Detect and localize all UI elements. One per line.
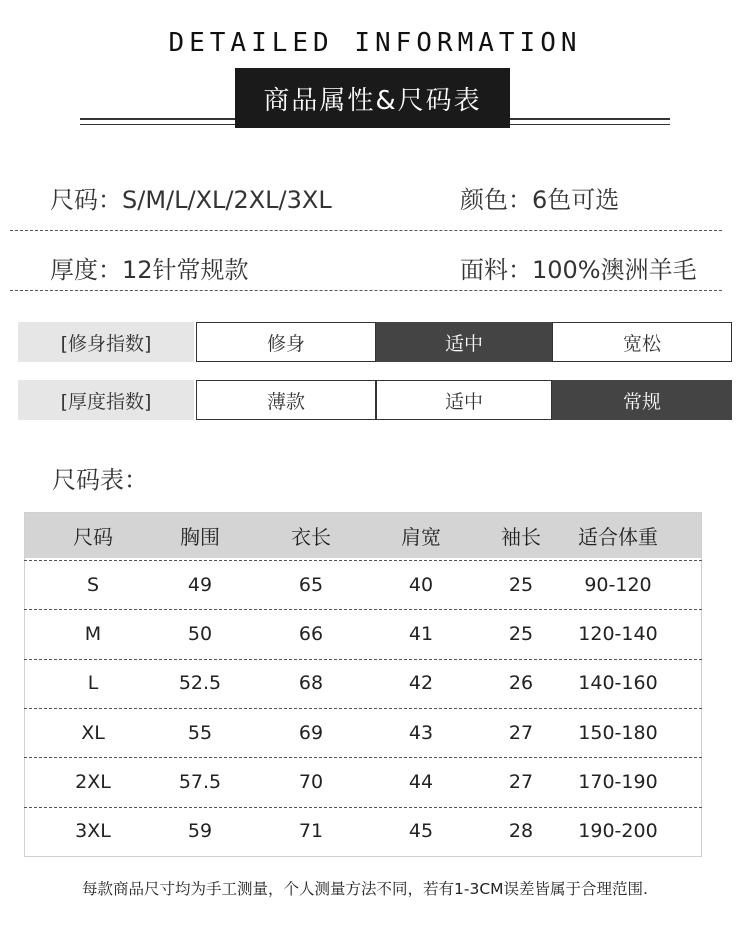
table-cell: S: [86, 573, 100, 596]
table-cell: 50: [187, 622, 213, 645]
size-table-title: 尺码表：: [52, 466, 148, 494]
table-cell: 120-140: [578, 622, 658, 645]
attr-fabric: 面料：100%澳洲羊毛: [460, 256, 697, 284]
table-cell: 65: [298, 573, 324, 596]
divider: [10, 230, 722, 231]
table-cell: 45: [408, 820, 434, 843]
size-table-header-weight: 适合体重: [578, 524, 658, 549]
table-cell: 90-120: [584, 573, 652, 596]
table-cell: 42: [408, 672, 434, 695]
table-cell: 26: [508, 672, 534, 695]
section-banner: 商品属性&尺码表: [235, 68, 510, 128]
table-cell: 190-200: [578, 820, 658, 843]
table-cell: 49: [187, 573, 213, 596]
size-table-header-size: 尺码: [73, 524, 113, 549]
fit-option-slim: 修身: [196, 322, 376, 362]
table-cell: 59: [187, 820, 213, 843]
page-title: DETAILED INFORMATION: [168, 28, 582, 58]
table-cell: 28: [508, 820, 534, 843]
table-cell: 27: [508, 721, 534, 744]
table-cell: 3XL: [75, 820, 111, 843]
attr-size: 尺码：S/M/L/XL/2XL/3XL: [50, 186, 332, 214]
header-divider: [24, 560, 702, 561]
table-cell: 70: [298, 770, 324, 793]
thickness-option-thin: 薄款: [196, 380, 376, 420]
attr-color: 颜色：6色可选: [460, 186, 620, 214]
size-table-header-length: 衣长: [291, 524, 331, 549]
table-cell: 68: [298, 672, 324, 695]
table-cell: 55: [187, 721, 213, 744]
table-cell: 40: [408, 573, 434, 596]
table-cell: 150-180: [578, 721, 658, 744]
table-cell: 52.5: [178, 672, 222, 695]
size-table-header-shoulder: 肩宽: [401, 524, 441, 549]
table-cell: 71: [298, 820, 324, 843]
fit-option-loose: 宽松: [552, 322, 732, 362]
size-table-header-sleeve: 袖长: [501, 524, 541, 549]
thickness-option-medium: 适中: [376, 380, 552, 420]
thickness-index-label: [厚度指数]: [18, 380, 194, 420]
table-cell: 170-190: [578, 770, 658, 793]
table-cell: 69: [298, 721, 324, 744]
fit-index-label: [修身指数]: [18, 322, 194, 362]
table-cell: 27: [508, 770, 534, 793]
table-cell: 66: [298, 622, 324, 645]
fit-option-regular: 适中: [376, 322, 552, 362]
measurement-note: 每款商品尺寸均为手工测量，个人测量方法不同，若有1-3CM误差皆属于合理范围.: [82, 880, 648, 898]
table-cell: 43: [408, 721, 434, 744]
size-table-header-chest: 胸围: [180, 524, 220, 549]
table-cell: 57.5: [178, 770, 222, 793]
divider: [10, 290, 722, 291]
attr-thickness: 厚度：12针常规款: [50, 256, 249, 284]
table-cell: 41: [408, 622, 434, 645]
thickness-option-regular: 常规: [552, 380, 732, 420]
table-cell: 25: [508, 573, 534, 596]
table-cell: 44: [408, 770, 434, 793]
table-cell: 25: [508, 622, 534, 645]
table-cell: XL: [81, 721, 105, 744]
table-cell: M: [84, 622, 102, 645]
table-cell: 2XL: [75, 770, 111, 793]
table-cell: L: [87, 672, 99, 695]
table-cell: 140-160: [578, 672, 658, 695]
